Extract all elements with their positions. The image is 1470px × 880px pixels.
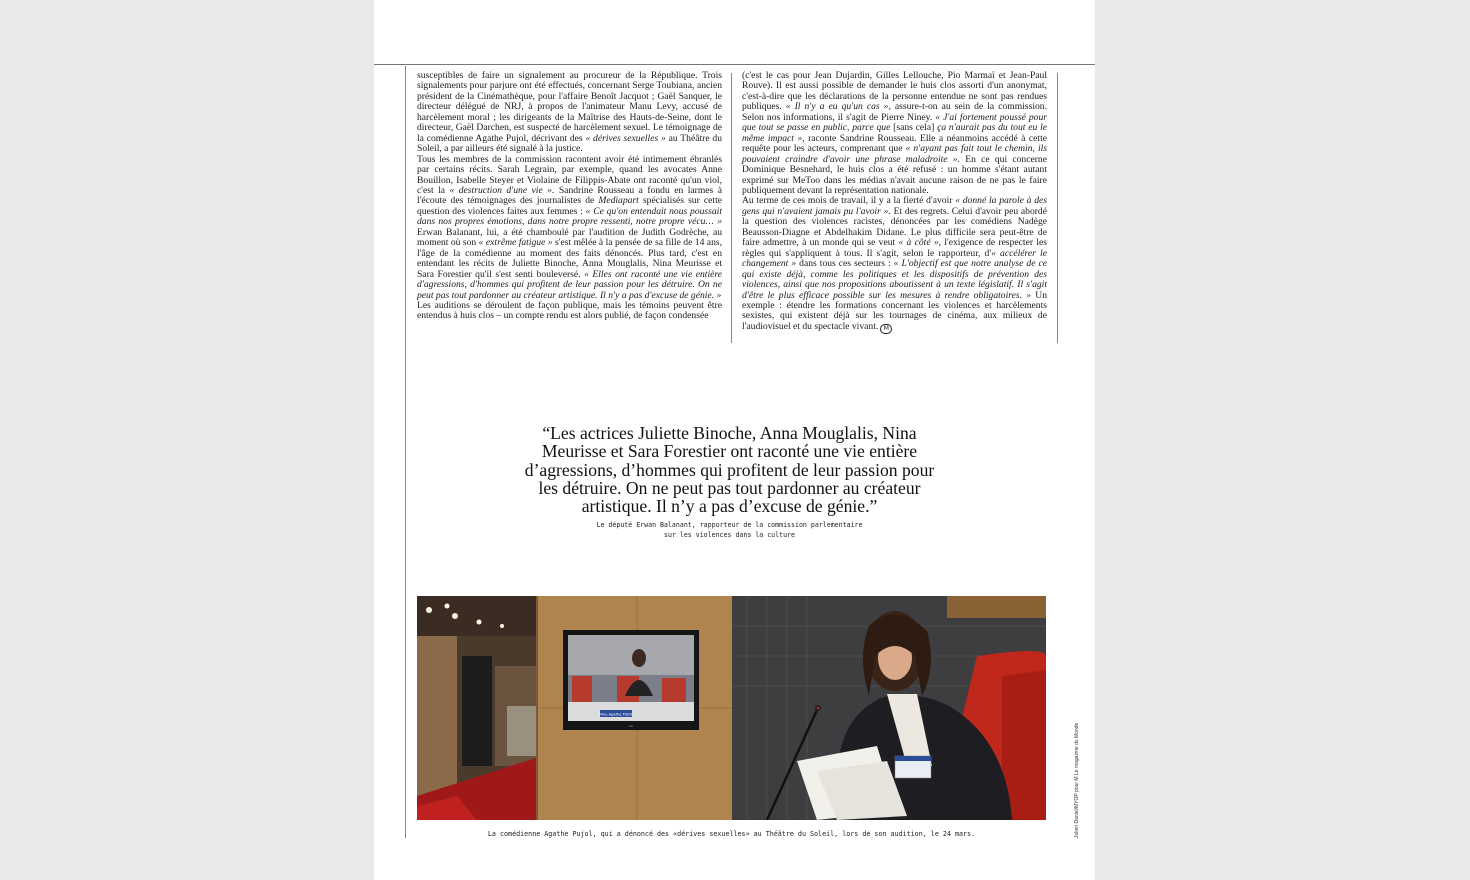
- hearing-photo-illustration: [417, 596, 1046, 820]
- italic-quote: « donné la parole à des gens qui n'avaient jamais pu l'avoir ».: [742, 195, 1048, 217]
- tv-brand: LG: [629, 724, 633, 728]
- body-text: spécialisés sur cette question des violences faites aux femmes :: [417, 195, 722, 217]
- body-text: , assure-t-on au sein de la commission. Selon nos informations, il s'agit de Pierre Niney.: [742, 101, 1048, 123]
- article-column-1: [417, 71, 722, 322]
- tv-nameplate: Mme Agathe PUJOL: [598, 712, 634, 717]
- left-column-rule: [405, 66, 406, 838]
- right-column-rule: [1057, 73, 1058, 343]
- body-text: Tous les membres de la commission racontent avoir été intimement ébranlés par certains récits. Sarah Legrain, par exemple, quand les avocates Anne Bouillon, Isabelle Steyer et Violaine de Filippis-Abate ont raconté qu'un viol, c'est la: [417, 153, 722, 196]
- italic-quote: « destruction d'une vie ».: [449, 184, 555, 196]
- pull-quote: “Les actrices Juliette Binoche, Anna Mouglalis, Nina Meurisse et Sara Forestier ont raconté une vie entière d’agressions, d’hommes qui profitent de leur passion pour les détruire. On ne peut pas tout pardonner au créateur artistique. Il n’y a pas d’excuse de génie.”: [524, 423, 935, 517]
- body-text: En ce qui concerne Dominique Besnehard, le huis clos a été refusé : un homme s'étant autant exprimé sur MeToo dans les médias n'avait aucune raison de ne pas le faire publiquement devant la représentation nationale.: [742, 153, 1047, 196]
- end-of-article-mark: M: [880, 324, 892, 334]
- italic-quote: « J'ai fortement poussé pour que tout se passe en public, parce que: [742, 111, 1048, 134]
- hearing-photo: [417, 596, 1046, 820]
- italic-quote: « accélérer le changement »: [742, 247, 1047, 270]
- italic-quote: « à côté »: [898, 237, 939, 249]
- body-text: [sans cela]: [890, 122, 938, 134]
- body-text: dans tous ces secteurs :: [796, 258, 894, 270]
- body-text: s'est mêlée à la pensée de sa fille de 14 ans, l'âge de la comédienne au moment des faits dénoncés. Plus tard, c'est en entendant les récits de Juliette Binoche, Anna Mouglalis, Nina Meurisse et Sara Forestier qu'il s'est senti bouleversé.: [417, 237, 722, 280]
- body-text: Au terme de ces mois de travail, il y a la fierté d'avoir: [742, 195, 956, 207]
- body-text: (c'est le cas pour Jean Dujardin, Gilles Lellouche, Pio Marmaï et Jean-Paul Rouve). Il est aussi possible de demander le huis clos assorti d'un anonymat, c'est-à-dire que les déclarations de la personne entendue ne sont pas rendues publiques.: [742, 70, 1047, 113]
- body-text: Les auditions se déroulent de façon publique, mais les témoins peuvent être entendus à huis clos – un compte rendu est alors publié, de façon condensée: [417, 299, 722, 322]
- photo-caption: La comédienne Agathe Pujol, qui a dénoncé des «dérives sexuelles» au Théâtre du Soleil, lors de son audition, le 24 mars.: [487, 830, 976, 838]
- body-text: Et des regrets. Celui d'avoir peu abordé la question des violences racistes, dénoncées par les comédiens Nadège Beausson-Diagne et Abdelhakim Didane. Le plus difficile sera peut-être de faire admettre, à un monde qui se veut: [742, 205, 1047, 249]
- body-text: , raconte Sandrine Rousseau. Elle a néanmoins accédé à cette requête pour les acteurs, comprenant que: [742, 132, 1048, 155]
- body-text: au Théâtre du Soleil, a par ailleurs été signalé à la justice.: [417, 132, 722, 155]
- body-text: Un exemple : étendre les formations concernant les violences et harcèlements sexistes, qui existent déjà sur les tournages de cinéma, aux milieux de l'audiovisuel et du spectacle vivant.: [742, 289, 1048, 332]
- italic-quote: « L'objectif est que notre analyse de ce qui existe déjà, comme les politiques et les dispositifs de prévention des violences, ainsi que nos propositions aboutissent à un texte législatif. Il s'agit d'être le plus efficace possible sur les mesures à rendre obligatoires. »: [742, 258, 1047, 301]
- italic-quote: Mediapart: [598, 195, 639, 207]
- pull-quote-attribution: [514, 521, 945, 540]
- italic-quote: « Ce qu'on entendait nous poussait dans nos propres émotions, dans notre propre ressenti, notre propre vécu… »: [417, 205, 723, 228]
- magazine-page: [374, 0, 1095, 880]
- body-text: Sandrine Rousseau a fondu en larmes à l'écoute des témoignages des journalistes de: [417, 184, 723, 207]
- article-text-col-1: [417, 71, 722, 322]
- body-text: susceptibles de faire un signalement au procureur de la République. Trois signalements pour parjure ont été effectués, concernant Serge Toubiana, ancien président de la Cinémathèque, pour l'affaire Benoît Jacquot ; Gaël Sanquer, le directeur délégué de NRJ, à propos de l'animateur Manu Levy, accusé de harcèlement moral ; les dirigeants de la Maîtrise des Hauts-de-Seine, dont le directeur, Gaël Darchen, est suspecté de harcèlement sexuel. Le témoignage de la comédienne Agathe Pujol, décrivant des: [417, 70, 722, 144]
- attribution-line-1: Le député Erwan Balanant, rapporteur de la commission parlementaire: [596, 521, 863, 529]
- italic-quote: « n'ayant pas fait tout le chemin, ils pouvaient craindre d'avoir une phrase maladroite ».: [742, 143, 1048, 165]
- article-column-2: [742, 71, 1047, 334]
- italic-quote: « dérives sexuelles »: [585, 132, 666, 144]
- italic-quote: « Elles ont raconté une vie entière d'agressions, d'hommes qui profitent de leur passion pour les détruire. On ne peut pas tout pardonner au créateur artistique. Il n'y a pas d'excuse de génie. »: [417, 268, 723, 301]
- article-text-col-2: [742, 71, 1047, 334]
- italic-quote: ça n'aurait pas du tout eu le même impact »: [742, 122, 1047, 144]
- body-text: Erwan Balanant, lui, a été chamboulé par l'audition de Judith Godrèche, au moment où son: [417, 226, 722, 249]
- photo-credit: Julien Daniel/MYOP pour M Le magazine du Monde: [1074, 722, 1080, 838]
- header-rule: [374, 64, 1095, 65]
- italic-quote: « extrême fatigue »: [478, 237, 553, 249]
- center-column-rule: [731, 73, 732, 343]
- body-text: , l'exigence de respecter les règles qui s'appliquent à tous. Il s'agit, selon le rapporteur, d': [742, 237, 1047, 259]
- attribution-line-2: sur les violences dans la culture: [663, 530, 795, 539]
- italic-quote: « Il n'y a eu qu'un cas »: [785, 101, 889, 113]
